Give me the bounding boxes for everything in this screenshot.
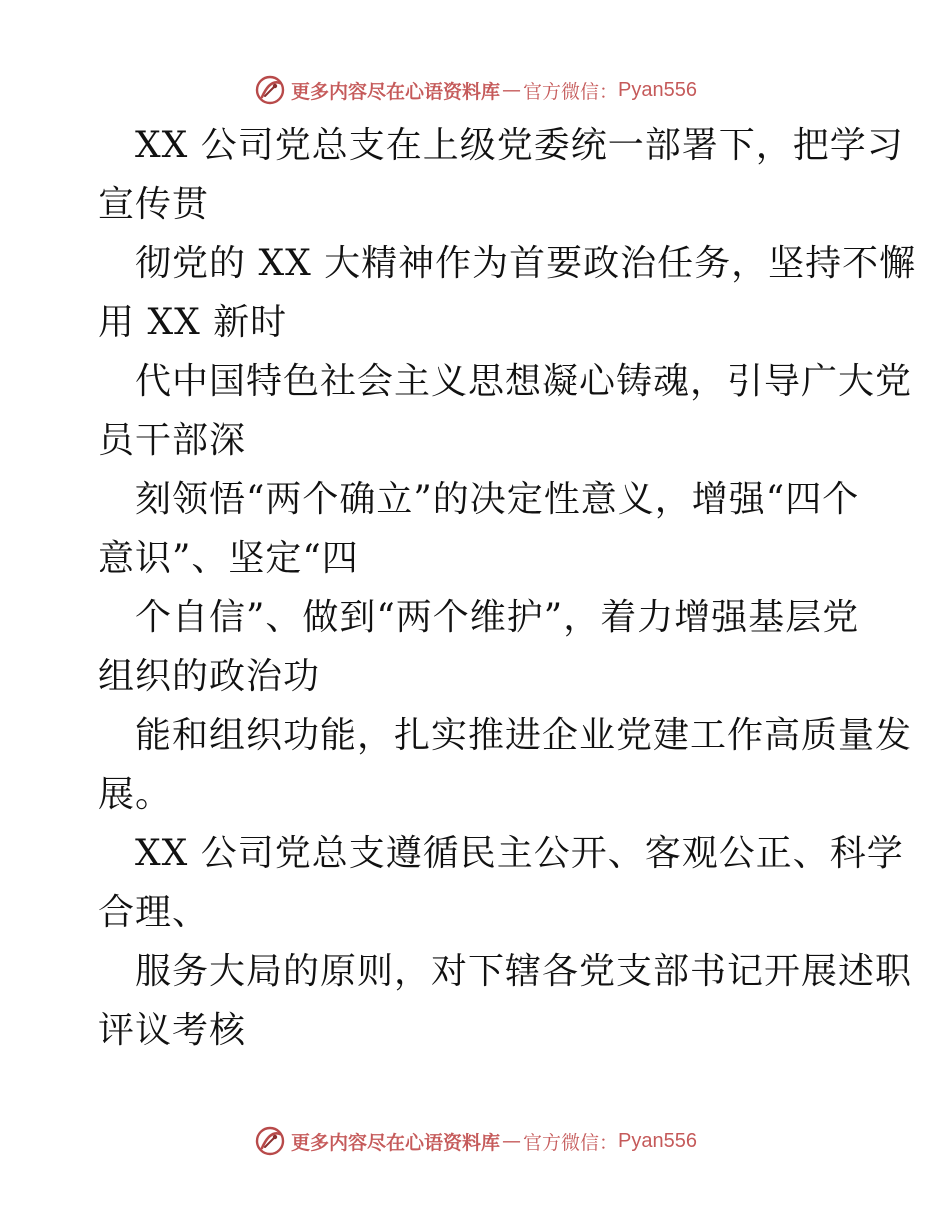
banner-site-text: 更多内容尽在心语资料库	[291, 80, 501, 103]
paragraph-line: XX 公司党总支遵循民主公开、客观公正、科学	[135, 833, 904, 874]
banner-site-text: 更多内容尽在心语资料库	[291, 1131, 501, 1154]
paragraph-line: 评议考核	[98, 1010, 247, 1051]
paragraph-line: 展。	[98, 774, 173, 815]
paragraph-line: 组织的政治功	[98, 656, 321, 697]
paragraph-line: 能和组织功能，扎实推进企业党建工作高质量发	[135, 715, 913, 756]
pen-seal-icon	[253, 1124, 287, 1158]
paragraph-line: 代中国特色社会主义思想凝心铸魂，引导广大党	[135, 361, 913, 402]
banner-wechat-label: 官方微信：	[523, 80, 619, 103]
banner-wechat-id: Pyan556	[618, 78, 697, 101]
paragraph-line: 合理、	[98, 892, 210, 933]
banner-dash: —	[502, 1130, 522, 1152]
paragraph-line: 宣传贯	[98, 184, 210, 225]
paragraph-line: XX 公司党总支在上级党委统一部署下，把学习	[135, 125, 904, 166]
footer-banner	[0, 1121, 950, 1161]
paragraph-line: 服务大局的原则，对下辖各党支部书记开展述职	[135, 951, 913, 992]
paragraph-line: 意识”、坚定“四	[98, 538, 359, 579]
banner-dash: —	[502, 79, 522, 101]
paragraph-line: 员干部深	[98, 420, 247, 461]
banner-wechat-label: 官方微信：	[523, 1131, 619, 1154]
paragraph-line: 刻领悟“两个确立”的决定性意义，增强“四个	[135, 479, 860, 520]
paragraph-line: 彻党的 XX 大精神作为首要政治任务，坚持不懈	[135, 243, 917, 284]
paragraph-line: 用 XX 新时	[98, 302, 288, 343]
banner-wechat-id: Pyan556	[618, 1129, 697, 1152]
paragraph-line: 个自信”、做到“两个维护”，着力增强基层党	[135, 597, 860, 638]
